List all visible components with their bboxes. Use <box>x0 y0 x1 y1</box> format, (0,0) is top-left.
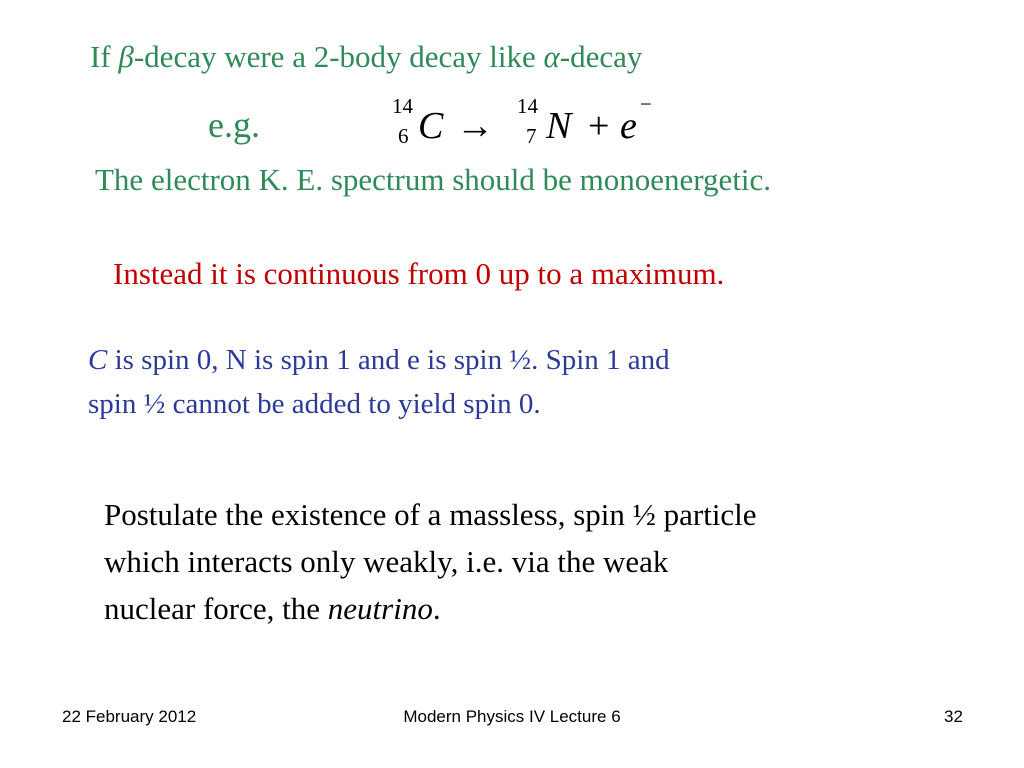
beta-decay-heading <box>90 37 642 77</box>
neutrino-word: neutrino <box>327 591 433 626</box>
postulate-line-1: Postulate the existence of a massless, spin ½ particle <box>104 497 757 532</box>
alpha-symbol: α <box>543 39 560 74</box>
parent-symbol: C <box>418 105 444 147</box>
decay-equation <box>392 92 692 155</box>
spin-paragraph <box>88 338 928 426</box>
heading-text-middle: -decay were a 2-body decay like <box>133 39 544 74</box>
postulate-line-3 <box>104 585 984 632</box>
daughter-atomic-number: 7 <box>526 124 537 148</box>
electron-charge: − <box>640 92 652 116</box>
heading-text-if: If <box>90 39 119 74</box>
heading-text-end: -decay <box>559 39 643 74</box>
electron-symbol: e <box>620 105 637 147</box>
arrow-symbol: → <box>456 105 494 147</box>
carbon-symbol: C <box>88 344 108 376</box>
parent-mass-number: 14 <box>392 94 413 118</box>
plus-symbol: + <box>588 105 610 147</box>
spectrum-statement: The electron K. E. spectrum should be monoenergetic. <box>95 162 772 197</box>
postulate-paragraph <box>104 491 984 632</box>
postulate-period: . <box>432 591 441 626</box>
example-label: e.g. <box>208 105 260 145</box>
parent-atomic-number: 6 <box>398 124 409 148</box>
beta-symbol: β <box>118 39 134 74</box>
daughter-symbol: N <box>546 105 572 147</box>
postulate-line-3-text: nuclear force, the <box>104 591 328 626</box>
daughter-mass-number: 14 <box>517 94 538 118</box>
postulate-line-2: which interacts only weakly, i.e. via the weak <box>104 544 669 579</box>
footer-title: Modern Physics IV Lecture 6 <box>403 707 621 726</box>
footer-date: 22 February 2012 <box>62 707 197 726</box>
slide-number: 32 <box>944 707 963 726</box>
spin-line-1-text: is spin 0, N is spin 1 and e is spin ½. Spin 1 and <box>107 344 670 376</box>
spin-line-2: spin ½ cannot be added to yield spin 0. <box>88 388 541 420</box>
continuous-statement: Instead it is continuous from 0 up to a maximum. <box>113 256 725 291</box>
spin-line-1 <box>88 338 928 382</box>
